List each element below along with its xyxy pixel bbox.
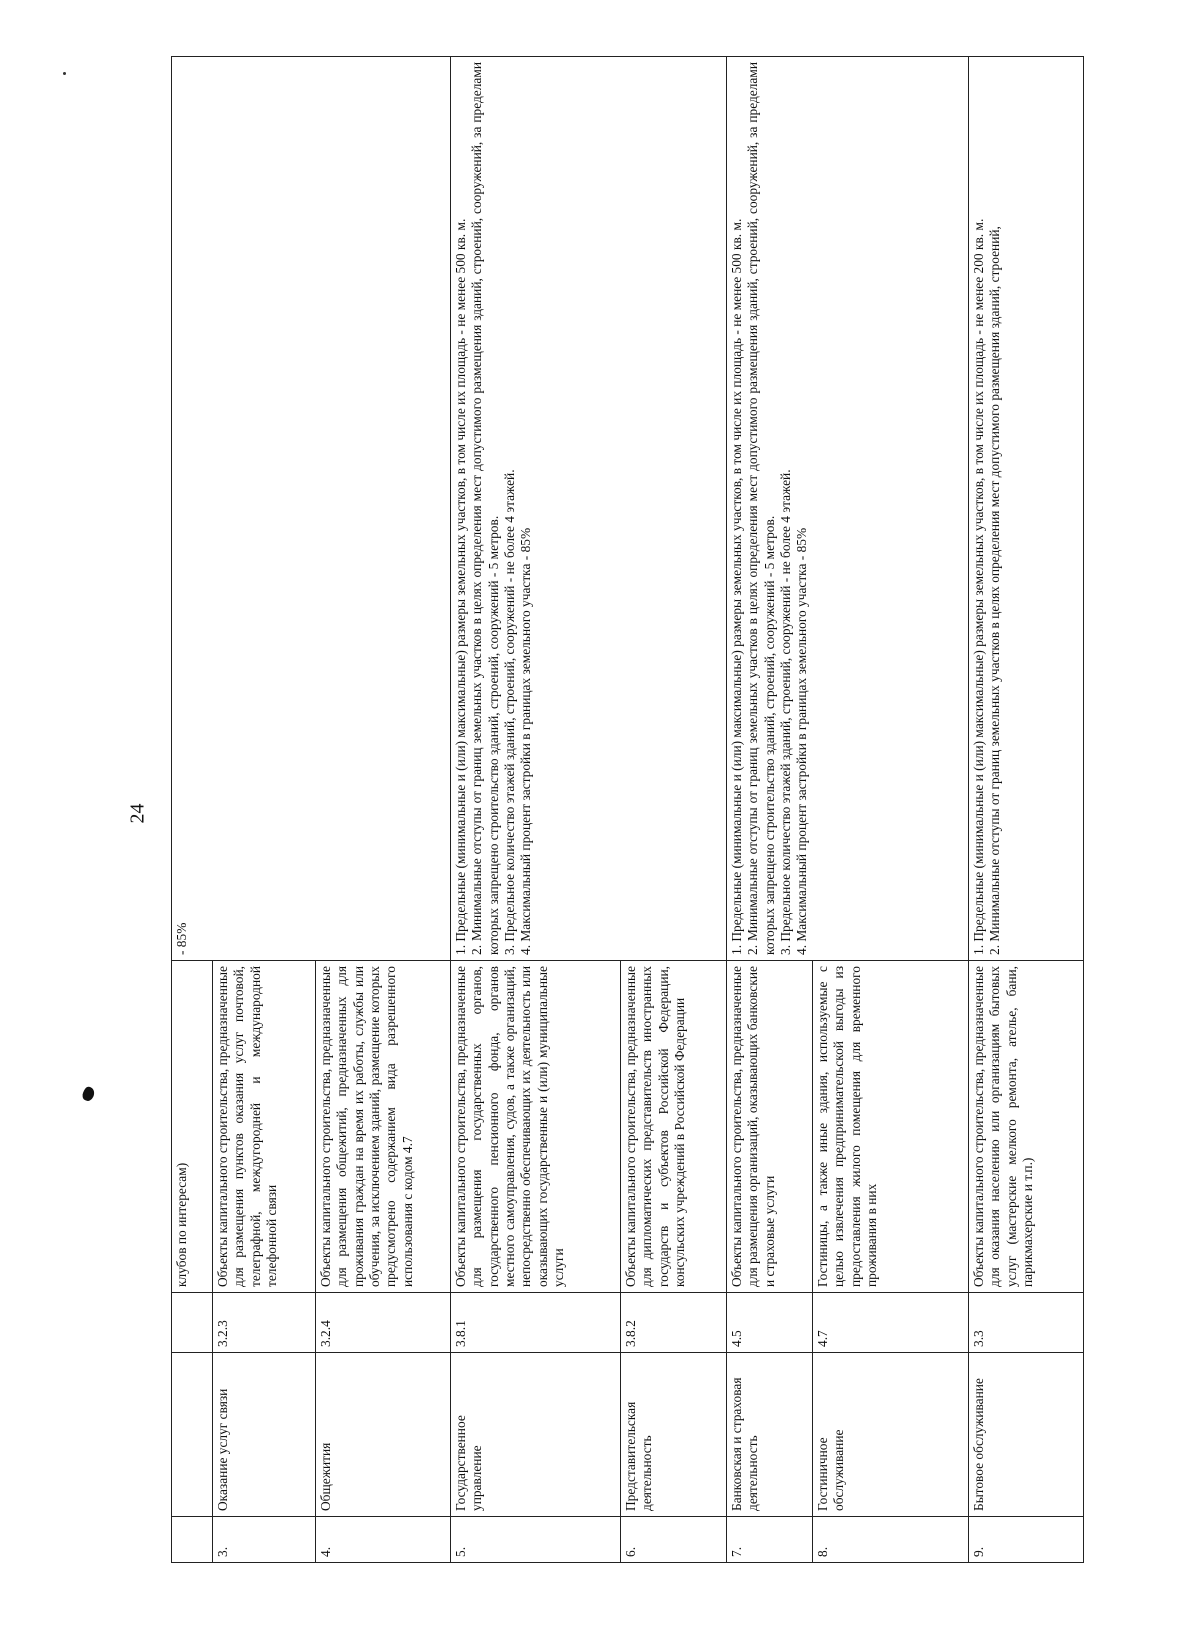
use-name: Гостиничное обслуживание — [813, 1353, 969, 1517]
use-code: 4.5 — [727, 1293, 813, 1353]
use-params: - 85% — [172, 57, 451, 961]
use-description: Объекты капитального строительства, предназначенные для размещения организаций, оказывающих банковские и страховые услуги — [727, 961, 813, 1293]
use-name: Общежития — [316, 1353, 451, 1517]
use-params: 1. Предельные (минимальные и (или) максимальные) размеры земельных участков, в том числе их площадь - не менее 500 кв. м. 2. Минимальные отступы от границ земельных участков в целях определения мест допустимого размещения зданий, строений, сооружений, за пределами которых запрещено строительство зданий, строений, сооружений - 5 метров. 3. Предельное количество этажей зданий, строений, сооружений - не более 4 этажей. 4. Максимальный процент застройки в границах земельного участка - 85% — [727, 57, 969, 961]
row-number: 5. — [451, 1517, 621, 1563]
table-row — [727, 57, 813, 1563]
scan-speck — [81, 1085, 97, 1102]
use-description: Гостиницы, а также иные здания, используемые с целью извлечения предпринимательской выгоды из предоставления жилого помещения для временного проживания в них — [813, 961, 969, 1293]
use-description: Объекты капитального строительства, предназначенные для размещения пунктов оказания услуг почтовой, телеграфной, междугородней и международной телефонной связи — [213, 961, 316, 1293]
use-name: Государственное управление — [451, 1353, 621, 1517]
row-number: 7. — [727, 1517, 813, 1563]
use-code — [172, 1293, 213, 1353]
use-name: Представительская деятельность — [621, 1353, 727, 1517]
table-row — [969, 57, 1084, 1563]
row-number: 9. — [969, 1517, 1084, 1563]
use-params: 1. Предельные (минимальные и (или) максимальные) размеры земельных участков, в том числе их площадь - не менее 500 кв. м. 2. Минимальные отступы от границ земельных участков в целях определения мест допустимого размещения зданий, строений, сооружений, за пределами которых запрещено строительство зданий, строений, сооружений - 5 метров. 3. Предельное количество этажей зданий, строений, сооружений - не более 4 этажей. 4. Максимальный процент застройки в границах земельного участка - 85% — [451, 57, 727, 961]
use-name: Бытовое обслуживание — [969, 1353, 1084, 1517]
table-row — [451, 57, 621, 1563]
use-params: 1. Предельные (минимальные и (или) максимальные) размеры земельных участков, в том числе их площадь - не менее 200 кв. м. 2. Минимальные отступы от границ земельных участков в целях определения мест допустимого размещения зданий, строений, — [969, 57, 1084, 961]
row-number: 8. — [813, 1517, 969, 1563]
zoning-table — [171, 56, 1084, 1563]
row-number: 3. — [213, 1517, 316, 1563]
use-code: 3.3 — [969, 1293, 1084, 1353]
table-row — [172, 57, 213, 1563]
use-code: 3.2.4 — [316, 1293, 451, 1353]
use-description: Объекты капитального строительства, предназначенные для оказания населению или организациям бытовых услуг (мастерские мелкого ремонта, ателье, бани, парикмахерские и т.п.) — [969, 961, 1084, 1293]
use-code: 4.7 — [813, 1293, 969, 1353]
use-description: Объекты капитального строительства, предназначенные для дипломатических представительств иностранных государств и субъектов Российской Федерации, консульских учреждений в Российской Федерации — [621, 961, 727, 1293]
use-name — [172, 1353, 213, 1517]
use-name: Оказание услуг связи — [213, 1353, 316, 1517]
use-description: Объекты капитального строительства, предназначенные для размещения общежитий, предназначенных для проживания граждан на время их работы, службы или обучения, за исключением зданий, размещение которых предусмотрено содержанием вида разрешенного использования с кодом 4.7 — [316, 961, 451, 1293]
use-description: клубов по интересам) — [172, 961, 213, 1293]
use-name: Банковская и страховая деятельность — [727, 1353, 813, 1517]
use-description: Объекты капитального строительства, предназначенные для размещения государственных органов, государственного пенсионного фонда, органов местного самоуправления, судов, а также организаций, непосредственно обеспечивающих их деятельность или оказывающих государственные и (или) муниципальные услуги — [451, 961, 621, 1293]
row-number: 6. — [621, 1517, 727, 1563]
use-code: 3.8.2 — [621, 1293, 727, 1353]
rotated-table-wrapper — [171, 57, 1083, 1563]
scan-speck-small — [63, 72, 66, 75]
use-code: 3.8.1 — [451, 1293, 621, 1353]
use-code: 3.2.3 — [213, 1293, 316, 1353]
row-number — [172, 1517, 213, 1563]
row-number: 4. — [316, 1517, 451, 1563]
page-number: 24 — [126, 803, 149, 824]
